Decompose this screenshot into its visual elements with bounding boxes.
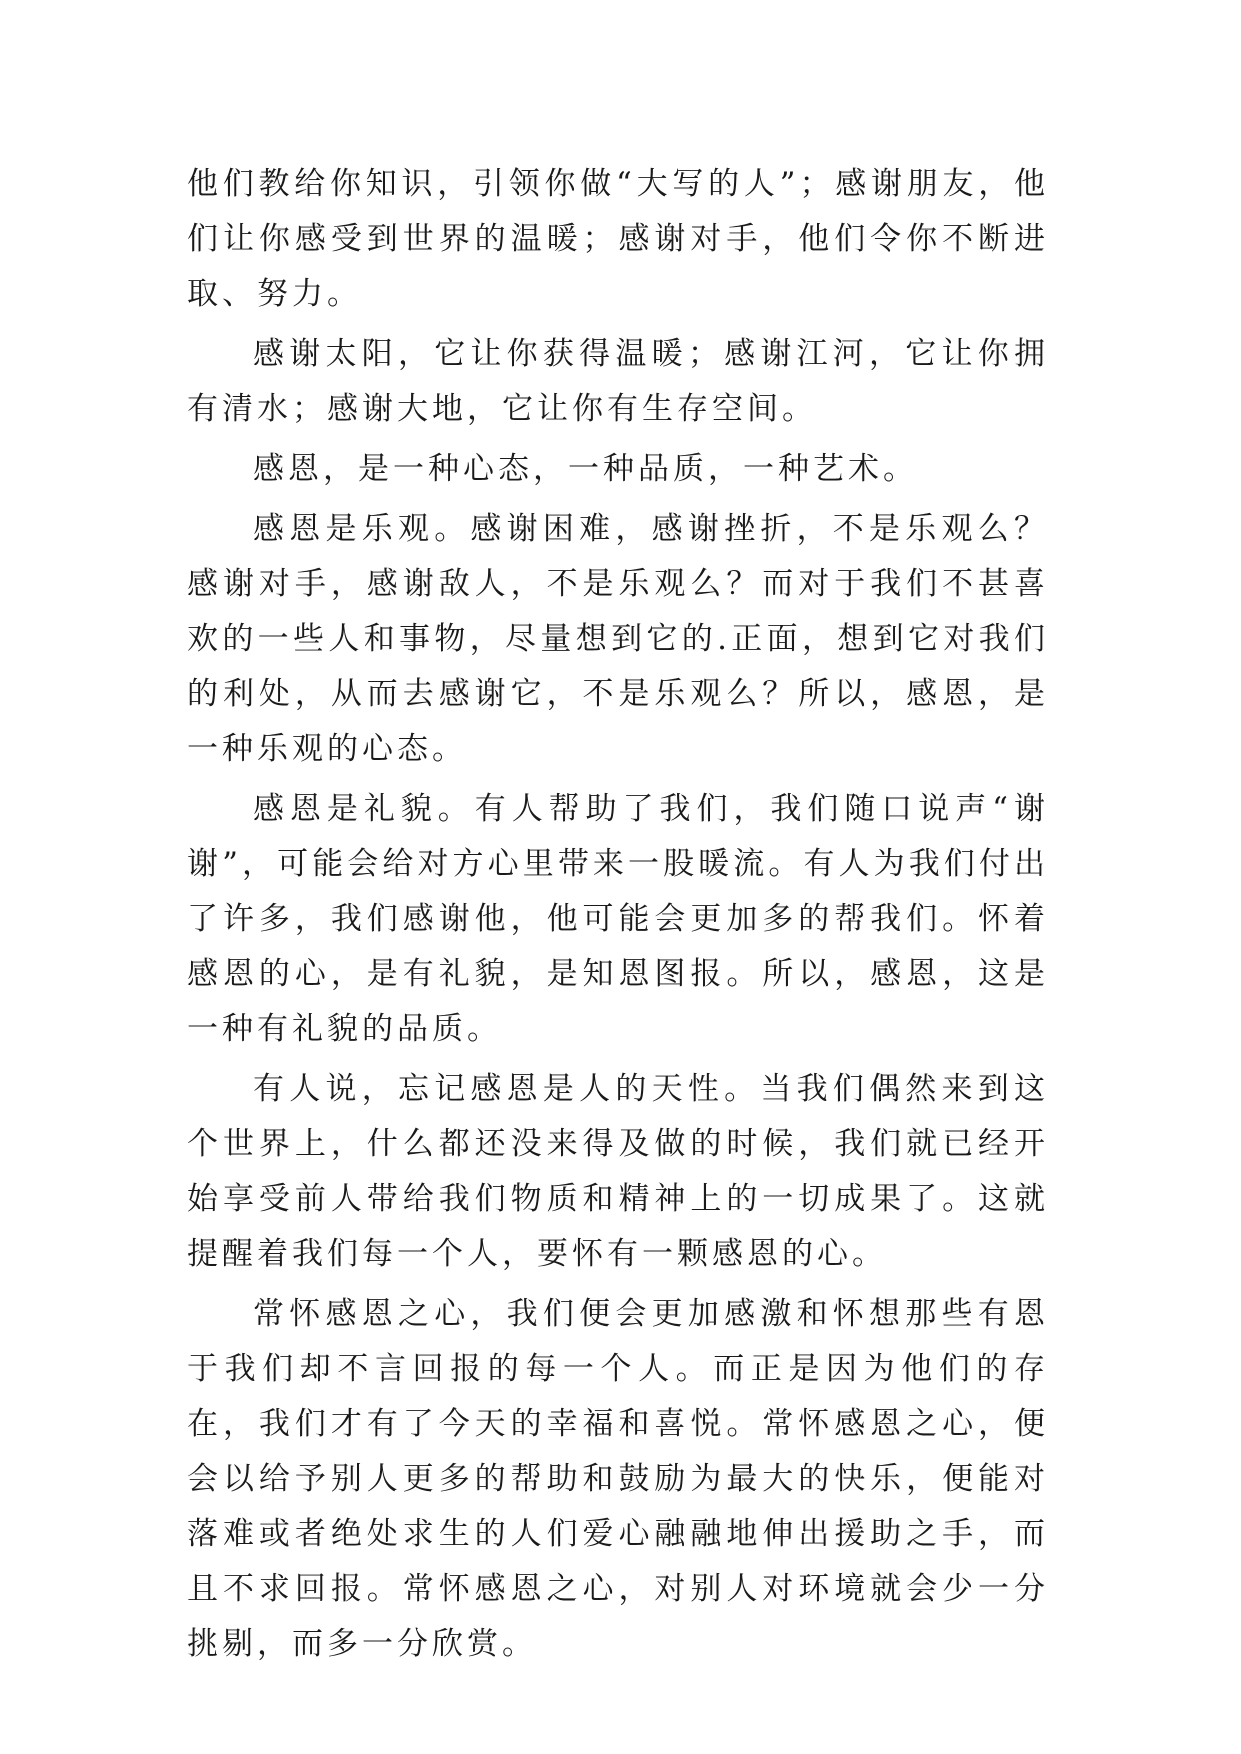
paragraph-1: 他们教给你知识，引领你做“大写的人”；感谢朋友，他们让你感受到世界的温暖；感谢对手，他们令你不断进取、努力。	[187, 166, 1049, 312]
paragraph-6: 有人说，忘记感恩是人的天性。当我们偶然来到这个世界上，什么都还没来得及做的时候，我们就已经开始享受前人带给我们物质和精神上的一切成果了。这就提醒着我们每一个人，要怀有一颗感恩的心。	[187, 1071, 1049, 1272]
paragraph-2: 感谢太阳，它让你获得温暖；感谢江河，它让你拥有清水；感谢大地，它让你有生存空间。	[187, 336, 1049, 427]
paragraph-5: 感恩是礼貌。有人帮助了我们，我们随口说声“谢谢”，可能会给对方心里带来一股暖流。有人为我们付出了许多，我们感谢他，他可能会更加多的帮我们。怀着感恩的心，是有礼貌，是知恩图报。所以，感恩，这是一种有礼貌的品质。	[187, 791, 1049, 1047]
paragraph-3: 感恩，是一种心态，一种品质，一种艺术。	[253, 451, 918, 487]
document-body	[187, 157, 1049, 1677]
paragraph-4: 感恩是乐观。感谢困难，感谢挫折，不是乐观么？感谢对手，感谢敌人，不是乐观么？而对于我们不甚喜欢的一些人和事物，尽量想到它的.正面，想到它对我们的利处，从而去感谢它，不是乐观么？所以，感恩，是一种乐观的心态。	[187, 511, 1049, 767]
paragraph-7: 常怀感恩之心，我们便会更加感激和怀想那些有恩于我们却不言回报的每一个人。而正是因为他们的存在，我们才有了今天的幸福和喜悦。常怀感恩之心，便会以给予别人更多的帮助和鼓励为最大的快乐，便能对落难或者绝处求生的人们爱心融融地伸出援助之手，而且不求回报。常怀感恩之心，对别人对环境就会少一分挑剔，而多一分欣赏。	[187, 1296, 1049, 1662]
